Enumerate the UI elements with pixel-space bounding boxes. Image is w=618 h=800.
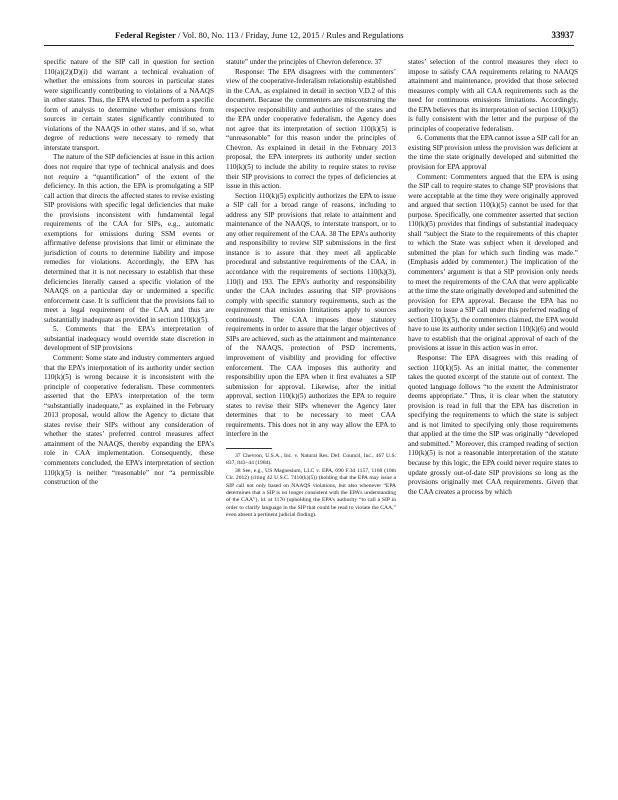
- footnote: 37 Chevron, U.S.A., Inc. v. Natural Res. Def. Council, Inc., 467 U.S. 837, 843–44 (1984).: [226, 452, 396, 467]
- page-header: [44, 30, 574, 44]
- column-3: [408, 58, 578, 497]
- column-2: [226, 58, 396, 520]
- paragraph: Comment: Some state and industry commenters argued that the EPA’s interpretation of its authority under section 110(k)(5) is wrong because it is inconsistent with the principle of cooperative federalism. These commenters asserted that the EPA’s interpretation of the term “substantially inadequate,” as explained in the February 2013 proposal, would allow the Agency to dictate that states revise their SIPs without any consideration of whether the states’ preferred control measures affect attainment of the NAAQS, thereby expanding the EPA’s role in CAA implementation. Consequently, these commenters concluded, the EPA’s interpretation of section 110(k)(5) is neither “reasonable” nor “a permissible construction of the: [44, 353, 214, 487]
- section-heading: 5. Comments that the EPA’s interpretation of substantial inadequacy would override state discretion in development of SIP provisions: [44, 325, 214, 353]
- paragraph: Section 110(k)(5) explicitly authorizes the EPA to issue a SIP call for a broad range of reasons, including to address any SIP provisions that relate to attainment and maintenance of the NAAQS, to interstate transport, or to any other requirement of the CAA. 38 The EPA’s authority and responsibility to review SIP submissions in the first instance is to assure that they meet all applicable procedural and substantive requirements of the CAA, in accordance with the requirements of sections 110(k)(3), 110(l) and 193. The EPA’s authority and responsibility under the CAA includes assuring that SIP provisions comply with specific statutory requirements, such as the requirement that emission limitations apply to sources continuously. The CAA imposes those statutory requirements in order to assure that the larger objectives of SIPs are achieved, such as the attainment and maintenance of the NAAQS, protection of PSD increments, improvement of visibility and providing for effective enforcement. The CAA imposes this authority and responsibility upon the EPA when it first evaluates a SIP submission for approval. Likewise, after the initial approval, section 110(k)(5) authorizes the EPA to require states to revise their SIPs whenever the Agency later determines that to be necessary to meet CAA requirements. This does not in any way allow the EPA to interfere in the: [226, 191, 396, 439]
- issue-line: / Vol. 80, No. 113 / Friday, June 12, 2015 / Rules and Regulations: [178, 30, 404, 40]
- running-head: [115, 30, 404, 40]
- paragraph: Response: The EPA disagrees with the commenters’ view of the cooperative-federalism relationship established in the CAA, as explained in detail in section V.D.2 of this document. Because the commenters are misconstruing the respective responsibility and authorities of the states and the EPA under cooperative federalism, the Agency does not agree that its interpretation of section 110(k)(5) is “unreasonable” for this reason under the principles of Chevron. As explained in detail in the February 2013 proposal, the EPA interprets its authority under section 110(k)(5) to include the ability to require states to revise their SIP provisions to correct the types of deficiencies at issue in this action.: [226, 67, 396, 191]
- paragraph: Response: The EPA disagrees with this reading of section 110(k)(5). As an initial matter, the commenter takes the quoted excerpt of the statute out of context. The quoted language follows “to the extent the Administrator deems appropriate.” Thus, it is clear when the statutory provision is read in full that the EPA has discretion in specifying the requirements to which the state is subject and is not limited to specifying only those requirements that applied at the time the SIP was originally “developed and submitted.” Moreover, this cramped reading of section 110(k)(5) is not a reasonable interpretation of the statute because by this logic, the EPA could never require states to update grossly out-of-date SIP provisions so long as the provisions originally met CAA requirements. Given that the CAA creates a process by which: [408, 353, 578, 496]
- page-number: 33937: [551, 30, 574, 40]
- paragraph: states’ selection of the control measures they elect to impose to satisfy CAA requirements relating to NAAQS attainment and maintenance, provided that those selected measures comply with all CAA requirements such as the need for continuous emissions limitations. Accordingly, the EPA believes that its interpretation of section 110(k)(5) is fully consistent with the letter and the purpose of the principles of cooperative federalism.: [408, 58, 578, 133]
- footnote: 38 See, e.g., US Magnesium, LLC v. EPA, 690 F.3d 1157, 1168 (10th Cir. 2012) (citing 42 U.S.C. 7410(k)(5)) (holding that the EPA may issue a SIP call not only based on NAAQS violations, but also whenever “EPA determines that a SIP is no longer consistent with the EPA’s understanding of the CAA”), id. at 1170 (upholding the EPA’s authority “to call a SIP in order to clarify language in the SIP that could be read to violate the CAA,” even absent a pertinent judicial finding).: [226, 467, 396, 519]
- paragraph: statute” under the principles of Chevron deference. 37: [226, 58, 382, 66]
- section-heading: 6. Comments that the EPA cannot issue a SIP call for an existing SIP provision unless the provision was deficient at the time the state originally developed and submitted the provision for EPA approval: [408, 134, 578, 172]
- column-1: [44, 58, 214, 488]
- paragraph: Comment: Commenters argued that the EPA is using the SIP call to require states to change SIP provisions that were acceptable at the time they were originally approved and argued that section 110(k)(5) cannot be used for that purpose. Specifically, one commenter asserted that section 110(k)(5) provides that findings of substantial inadequacy shall “subject the State to the requirements of this chapter to which the State was subject when it developed and submitted the plan for which such finding was made.” (Emphasis added by commenter.) The implication of the commenters’ argument is that a SIP provision only needs to meet the requirements of the CAA that were applicable at the time the state originally developed and submitted the provision for EPA approval. Because the EPA has no authority to issue a SIP call under this preferred reading of section 110(k)(5), the commenters claimed, the EPA would have to use its authority under section 110(k)(6) and would have to establish that the original approval of each of the provisions at issue in this action was in error.: [408, 172, 578, 353]
- paragraph: The nature of the SIP deficiencies at issue in this action does not require that type of technical analysis and does not require a “quantification” of the extent of the deficiency. In this action, the EPA is promulgating a SIP call action that directs the affected states to revise existing SIP provisions with specific legal deficiencies that make the provisions inconsistent with fundamental legal requirements of the CAA for SIPs, e.g., automatic exemptions for emissions during SSM events or affirmative defense provisions that limit or eliminate the jurisdiction of courts to determine liability and impose remedies for violations. Accordingly, the EPA has determined that it is not necessary to establish that these deficiencies literally caused a specific violation of the NAAQS on a particular day or undermined a specific enforcement case. It is sufficient that the provisions fail to meet a legal requirement of the CAA and thus are substantially inadequate as provided in section 110(k)(5).: [44, 153, 214, 324]
- journal-name: Federal Register: [115, 30, 176, 40]
- paragraph: specific nature of the SIP call in question for section 110(a)(2)(D)(i) did warrant a technical evaluation of whether the emissions from sources in particular states were significantly contributing to violations of a NAAQS in other states. Thus, the EPA elected to perform a specific form of analysis to determine whether emissions from sources in certain states significantly contributed to violations of the NAAQS in other states, and if so, what degree of reductions were necessary to remedy that interstate transport.: [44, 58, 214, 152]
- footnote-rule: [226, 448, 272, 449]
- header-rule: [44, 45, 574, 46]
